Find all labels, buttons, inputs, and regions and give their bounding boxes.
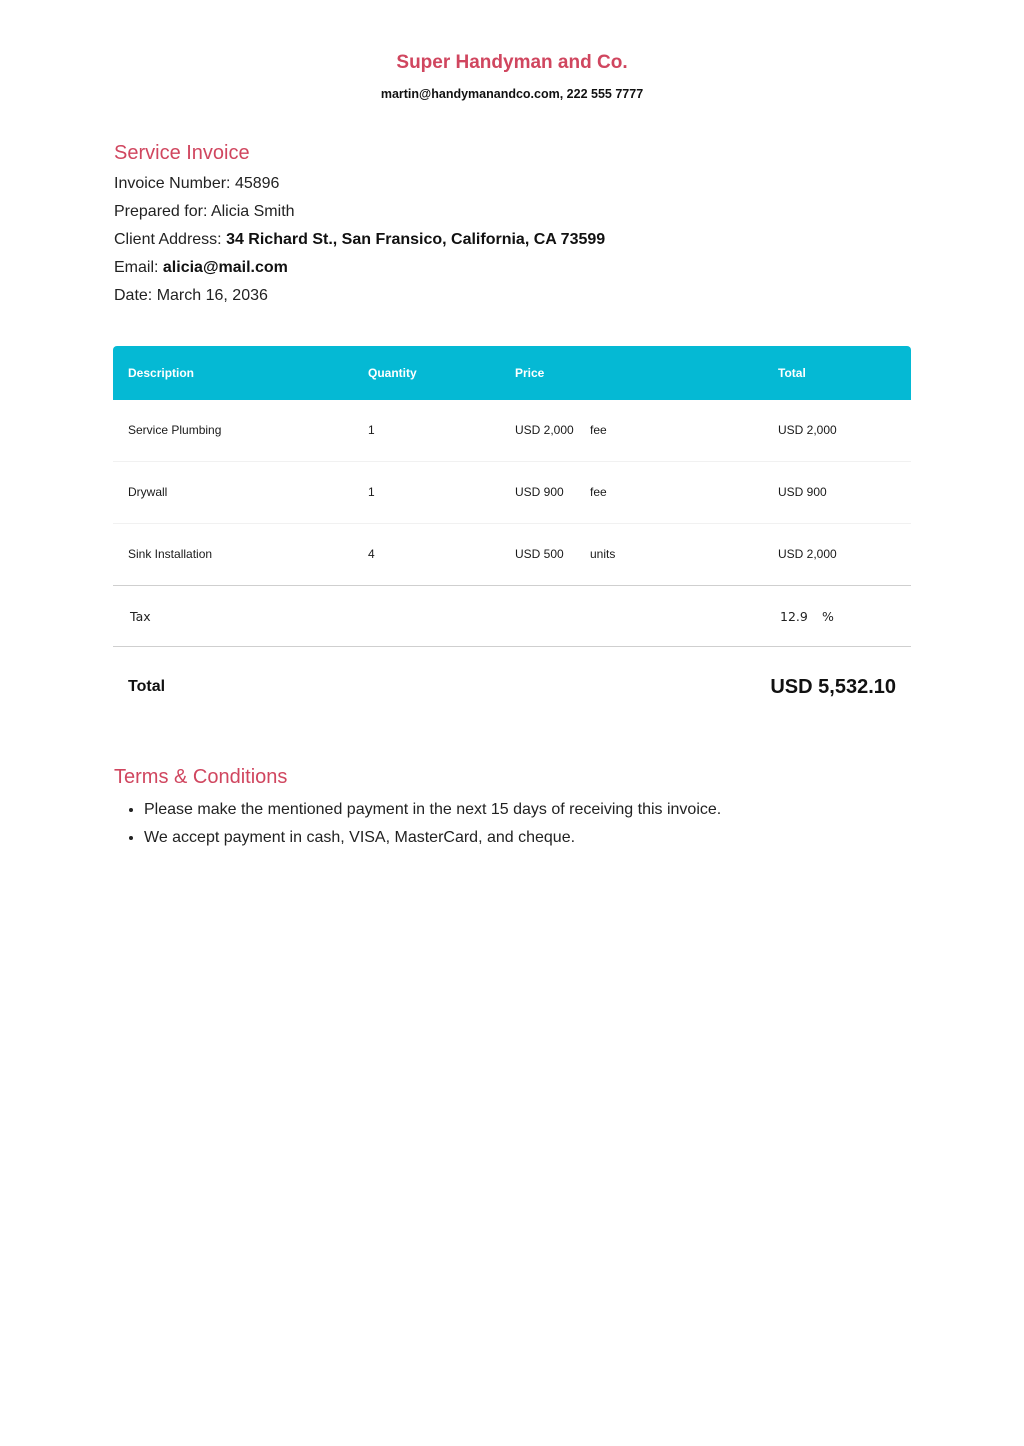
client-address-value: 34 Richard St., San Fransico, California, CA 73599: [226, 231, 606, 248]
header-description: Description: [128, 366, 195, 380]
prepared-for-value: Alicia Smith: [210, 203, 295, 220]
tax-unit: %: [822, 609, 834, 624]
table-row: [113, 462, 911, 524]
invoice-number-line: [114, 175, 279, 193]
header-total: Total: [778, 366, 806, 380]
table-row: [113, 400, 911, 462]
terms-title: Terms & Conditions: [114, 766, 288, 788]
row-price: USD 900: [515, 485, 564, 499]
company-name: Super Handyman and Co.: [396, 52, 628, 73]
terms-list: [113, 796, 721, 852]
terms-item: • Please make the mentioned payment in the next 15 days of receiving this invoice.: [144, 796, 721, 824]
date-label: Date:: [114, 287, 153, 304]
table-header: [113, 346, 911, 400]
invoice-number-label: Invoice Number:: [114, 175, 231, 192]
client-address-label: Client Address:: [114, 231, 222, 248]
total-label: Total: [128, 678, 166, 695]
company-contact: martin@handymanandco.com, 222 555 7777: [380, 87, 644, 101]
tax-value: 12.9: [780, 609, 808, 624]
email-value: alicia@mail.com: [162, 259, 288, 276]
total-row: [113, 647, 911, 727]
prepared-for-line: [114, 203, 295, 221]
row-total: USD 2,000: [778, 423, 837, 437]
total-value: USD 5,532.10: [770, 676, 896, 698]
invoice-table: [113, 346, 911, 727]
row-description: Drywall: [128, 485, 168, 499]
tax-row: [113, 586, 911, 647]
row-unit: fee: [590, 423, 607, 437]
invoice-number-value: 45896: [234, 175, 280, 192]
row-unit: units: [590, 547, 616, 561]
header-quantity: Quantity: [368, 366, 417, 380]
email-line: [114, 259, 288, 277]
row-total: USD 900: [778, 485, 827, 499]
tax-label: Tax: [130, 609, 151, 624]
date-value: March 16, 2036: [156, 287, 268, 304]
email-label: Email:: [114, 259, 159, 276]
row-description: Service Plumbing: [128, 423, 222, 437]
row-description: Sink Installation: [128, 547, 213, 561]
row-quantity: 4: [368, 547, 375, 561]
row-quantity: 1: [368, 485, 375, 499]
row-quantity: 1: [368, 423, 375, 437]
table-row: [113, 524, 911, 586]
terms-item: • We accept payment in cash, VISA, MasterCard, and cheque.: [144, 824, 721, 852]
invoice-title: Service Invoice: [114, 142, 250, 164]
row-price: USD 2,000: [515, 423, 574, 437]
date-line: [114, 287, 268, 305]
row-total: USD 2,000: [778, 547, 837, 561]
client-address-line: [114, 231, 605, 249]
row-price: USD 500: [515, 547, 564, 561]
header-price: Price: [515, 366, 545, 380]
row-unit: fee: [590, 485, 607, 499]
prepared-for-label: Prepared for:: [114, 203, 208, 220]
